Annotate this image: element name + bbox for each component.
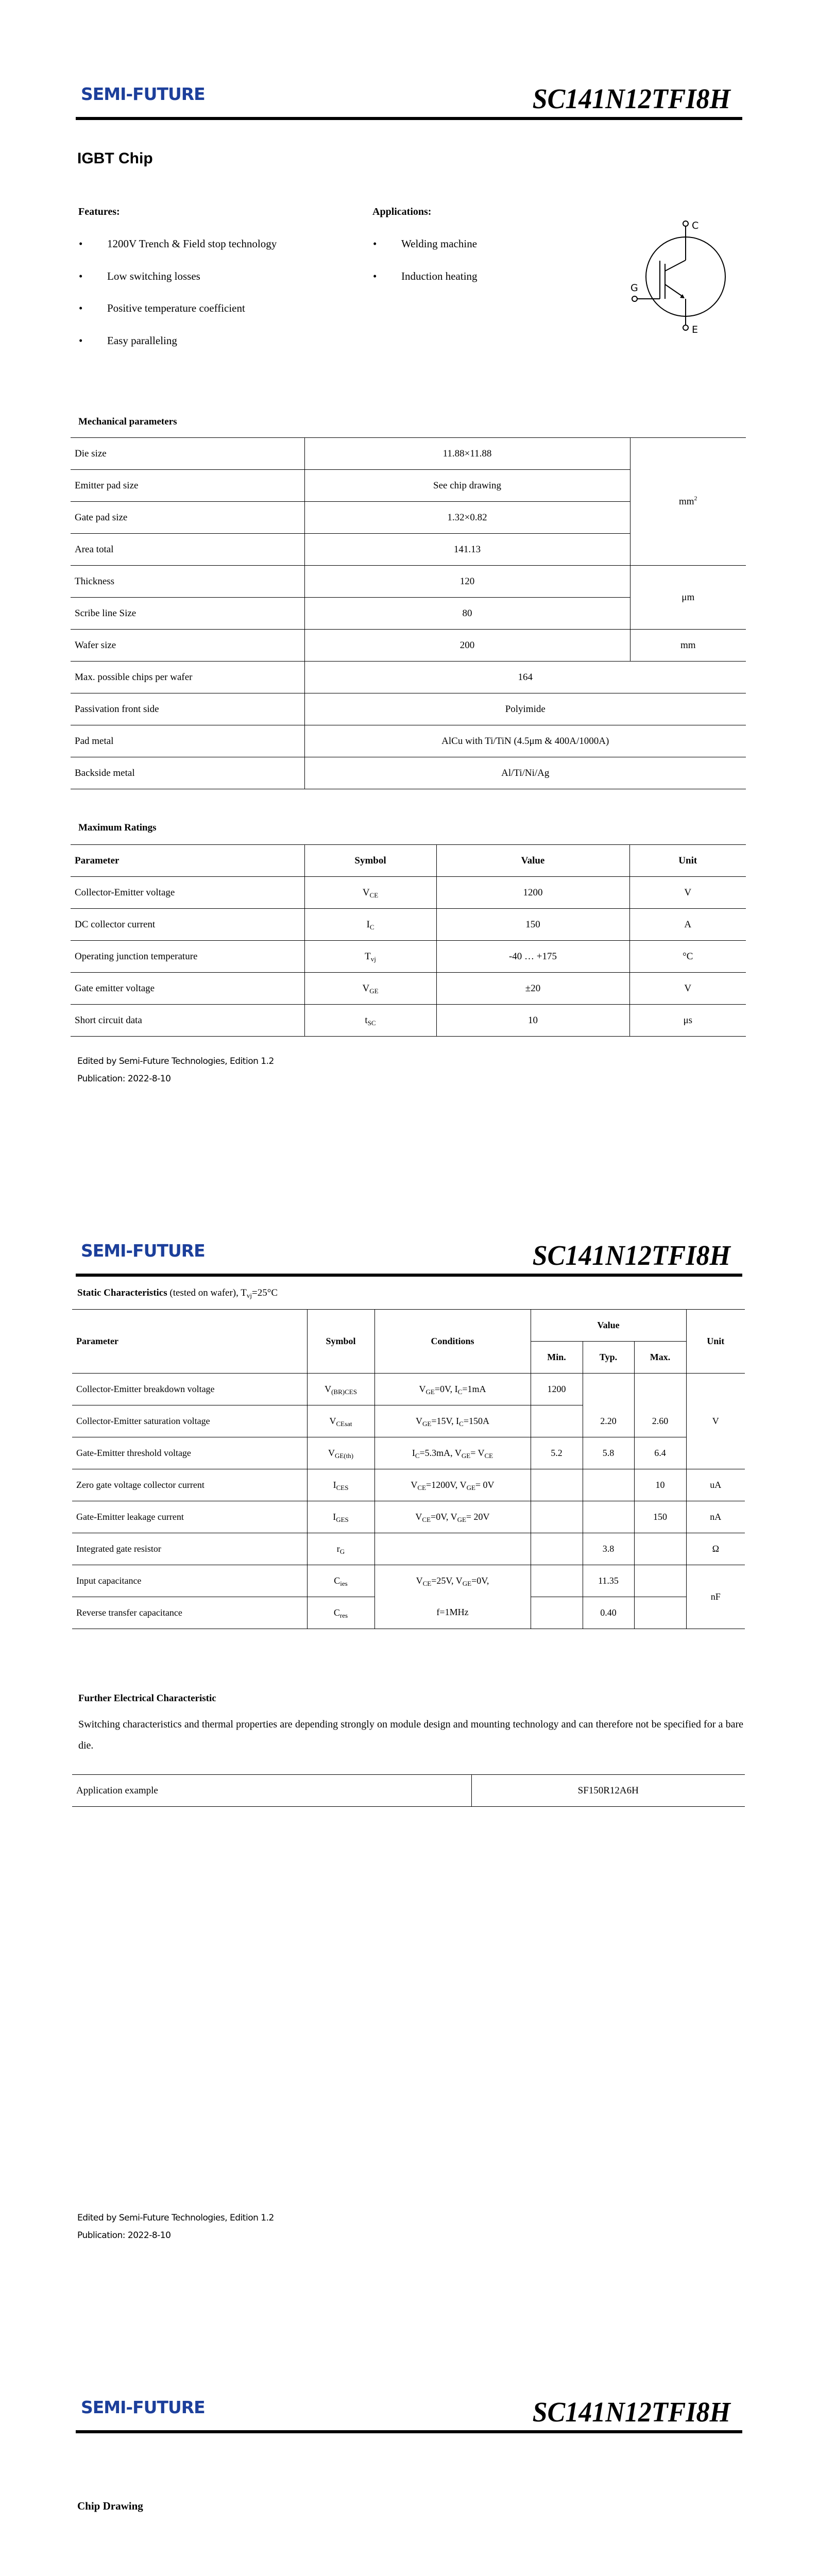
symbol-text: r [336, 1544, 340, 1554]
param-cell: Gate emitter voltage [71, 973, 304, 1005]
param-cell: Gate-Emitter threshold voltage [72, 1437, 307, 1469]
mechanical-table [71, 437, 746, 789]
condition-symbol: I [454, 1384, 458, 1394]
param-cell: Gate pad size [71, 502, 304, 534]
symbol-sub: res [339, 1612, 348, 1619]
collector-label: C [692, 220, 699, 231]
unit-cell: A [629, 909, 746, 941]
table-row [71, 662, 746, 693]
symbol-text: I [366, 919, 370, 930]
unit-cell: μm [630, 566, 746, 630]
bullet-icon: • [79, 270, 83, 282]
condition-text: =1200V, [426, 1480, 460, 1490]
application-table [72, 1774, 745, 1807]
conditions-cell [374, 1501, 531, 1533]
part-number: SC141N12TFI8H [532, 1240, 730, 1272]
list-item [373, 238, 478, 250]
value-cell: 150 [436, 909, 629, 941]
symbol-cell [307, 1501, 374, 1533]
unit-cell: V [629, 877, 746, 909]
symbol-sub: GE(th) [334, 1452, 354, 1460]
further-heading: Further Electrical Characteristic [78, 1693, 216, 1704]
symbol-sub: GES [336, 1516, 349, 1523]
param-cell: Reverse transfer capacitance [72, 1597, 307, 1629]
bullet-icon: • [373, 270, 377, 282]
table-row [71, 566, 746, 598]
column-header: Parameter [71, 845, 304, 877]
condition-symbol: V [454, 1448, 462, 1458]
part-number: SC141N12TFI8H [532, 83, 730, 115]
column-header: Value [436, 845, 629, 877]
conditions-cell [374, 1374, 531, 1405]
static-heading-tail: =25°C [252, 1287, 278, 1298]
value-cell: -40 … +175 [436, 941, 629, 973]
symbol-text: V [329, 1416, 336, 1426]
symbol-text: T [365, 951, 371, 962]
symbol-cell [307, 1437, 374, 1469]
application-text: Welding machine [401, 238, 478, 250]
min-cell [531, 1501, 583, 1533]
static-characteristics-table [72, 1309, 745, 1629]
condition-text: =0V, [431, 1512, 451, 1522]
unit-cell: V [629, 973, 746, 1005]
conditions-cell [374, 1533, 531, 1565]
table-row [71, 909, 746, 941]
list-item [79, 334, 177, 347]
condition-text: = [470, 1448, 478, 1458]
unit-cell: μs [629, 1005, 746, 1037]
condition-text: =15V, [431, 1416, 456, 1426]
param-cell: Thickness [71, 566, 304, 598]
conditions-cell [374, 1405, 531, 1437]
max-cell: 6.4 [634, 1437, 686, 1469]
condition-text: =5.3mA, [419, 1448, 455, 1458]
condition-sub: C [415, 1452, 420, 1460]
table-header-row [71, 845, 746, 877]
value-cell: 80 [304, 598, 630, 630]
param-cell: Collector-Emitter breakdown voltage [72, 1374, 307, 1405]
column-header: Min. [531, 1342, 583, 1374]
condition-sub: CE [422, 1516, 431, 1523]
value-cell: 1200 [436, 877, 629, 909]
param-cell: Wafer size [71, 630, 304, 662]
features-heading: Features: [78, 206, 120, 217]
condition-text: =0V, [471, 1575, 489, 1586]
symbol-sub: GE [369, 987, 379, 995]
symbol-cell [304, 909, 436, 941]
conditions-line [375, 1565, 531, 1597]
unit-cell: °C [629, 941, 746, 973]
param-cell: Max. possible chips per wafer [71, 662, 304, 693]
symbol-cell [307, 1565, 374, 1597]
condition-symbol: V [416, 1575, 423, 1586]
value-cell: 1.32×0.82 [304, 502, 630, 534]
symbol-cell [304, 941, 436, 973]
table-row [71, 973, 746, 1005]
table-row [71, 693, 746, 725]
static-heading [77, 1287, 278, 1299]
max-ratings-table [71, 844, 746, 1037]
footer-edition: Edited by Semi-Future Technologies, Edition 1.2 [77, 1056, 274, 1066]
column-header: Max. [634, 1342, 686, 1374]
symbol-sub: SC [367, 1019, 376, 1027]
condition-text: = 0V [475, 1480, 495, 1490]
feature-text: Positive temperature coefficient [107, 302, 245, 314]
param-cell: Emitter pad size [71, 470, 304, 502]
symbol-sub: CEsat [336, 1420, 352, 1428]
min-cell: 1200 [531, 1374, 583, 1405]
typ-cell: 5.8 [583, 1437, 634, 1469]
param-cell: Input capacitance [72, 1565, 307, 1597]
feature-text: 1200V Trench & Field stop technology [107, 238, 277, 250]
condition-sub: C [459, 1420, 464, 1428]
page-title: IGBT Chip [77, 150, 153, 167]
param-cell: Zero gate voltage collector current [72, 1469, 307, 1501]
condition-text: =25V, [431, 1575, 456, 1586]
condition-symbol: I [456, 1416, 459, 1426]
unit-cell: Ω [686, 1533, 745, 1565]
symbol-text: t [365, 1014, 368, 1026]
symbol-sub: vj [370, 955, 376, 963]
min-cell [531, 1405, 583, 1437]
max-cell [634, 1597, 686, 1629]
unit-cell: V [686, 1374, 745, 1469]
condition-sub: CE [422, 1580, 432, 1587]
symbol-sub: CE [369, 891, 379, 899]
value-cell: 164 [304, 662, 746, 693]
condition-symbol: V [419, 1384, 426, 1394]
param-cell: Short circuit data [71, 1005, 304, 1037]
unit-sup: 2 [694, 494, 697, 502]
symbol-text: I [333, 1480, 336, 1490]
header-rule [76, 1274, 742, 1277]
column-header: Value [531, 1310, 686, 1342]
part-number: SC141N12TFI8H [532, 2397, 730, 2428]
symbol-text: V [325, 1384, 332, 1394]
conditions-line: f=1MHz [436, 1607, 469, 1617]
table-row [71, 941, 746, 973]
value-cell: 10 [436, 1005, 629, 1037]
condition-text: = 20V [466, 1512, 490, 1522]
condition-sub: CE [484, 1452, 493, 1460]
application-label: Application example [72, 1775, 471, 1807]
column-header: Typ. [583, 1342, 634, 1374]
symbol-sub: CES [336, 1484, 349, 1492]
symbol-cell [307, 1469, 374, 1501]
symbol-text: C [334, 1575, 340, 1586]
symbol-text: V [362, 982, 370, 994]
footer-publication: Publication: 2022-8-10 [77, 1074, 171, 1084]
condition-sub: GE [462, 1580, 472, 1587]
footer-edition: Edited by Semi-Future Technologies, Edition 1.2 [77, 2213, 274, 2223]
column-header: Symbol [307, 1310, 374, 1374]
symbol-sub: (BR)CES [331, 1388, 357, 1396]
condition-text: =1mA [462, 1384, 486, 1394]
typ-cell: 3.8 [583, 1533, 634, 1565]
column-header: Parameter [72, 1310, 307, 1374]
condition-text: =150A [463, 1416, 489, 1426]
condition-text: =0V, [434, 1384, 455, 1394]
bullet-icon: • [79, 302, 83, 314]
table-row [71, 1005, 746, 1037]
symbol-sub: C [369, 923, 374, 931]
table-row [72, 1405, 745, 1437]
unit-cell [630, 438, 746, 566]
table-row [72, 1565, 745, 1597]
table-header-row [72, 1310, 745, 1342]
mechanical-heading: Mechanical parameters [78, 416, 177, 427]
condition-sub: GE [422, 1420, 432, 1428]
column-header: Conditions [374, 1310, 531, 1374]
max-ratings-heading: Maximum Ratings [78, 822, 157, 833]
company-logo: SEMI-FUTURE [81, 2397, 205, 2417]
value-cell: Polyimide [304, 693, 746, 725]
table-row [71, 725, 746, 757]
condition-sub: GE [466, 1484, 475, 1492]
condition-symbol: V [450, 1512, 457, 1522]
table-row [72, 1437, 745, 1469]
symbol-text: V [328, 1448, 335, 1458]
value-cell: 141.13 [304, 534, 630, 566]
feature-text: Easy paralleling [107, 334, 177, 347]
param-cell: Scribe line Size [71, 598, 304, 630]
bullet-icon: • [79, 334, 83, 347]
param-cell: Operating junction temperature [71, 941, 304, 973]
param-cell: Backside metal [71, 757, 304, 789]
conditions-cell [374, 1565, 531, 1629]
param-cell: Area total [71, 534, 304, 566]
param-cell: Integrated gate resistor [72, 1533, 307, 1565]
static-heading-sub: vj [246, 1292, 252, 1299]
value-cell: Al/Ti/Ni/Ag [304, 757, 746, 789]
table-row [71, 630, 746, 662]
condition-symbol: V [415, 1512, 422, 1522]
param-cell: Pad metal [71, 725, 304, 757]
column-header: Unit [629, 845, 746, 877]
emitter-label: E [692, 324, 698, 335]
typ-cell [583, 1374, 634, 1405]
header-rule [76, 2430, 742, 2433]
condition-sub: C [457, 1388, 463, 1396]
table-row [71, 877, 746, 909]
symbol-cell [307, 1597, 374, 1629]
symbol-text: V [362, 887, 370, 898]
value-cell: 200 [304, 630, 630, 662]
condition-symbol: V [478, 1448, 485, 1458]
table-row [72, 1775, 745, 1807]
condition-sub: GE [461, 1452, 471, 1460]
symbol-cell [307, 1405, 374, 1437]
company-logo: SEMI-FUTURE [81, 84, 205, 104]
unit-cell: nA [686, 1501, 745, 1533]
footer-publication: Publication: 2022-8-10 [77, 2230, 171, 2241]
symbol-cell [307, 1374, 374, 1405]
column-header: Unit [686, 1310, 745, 1374]
symbol-sub: ies [340, 1580, 348, 1587]
max-cell [634, 1374, 686, 1405]
param-cell: Collector-Emitter voltage [71, 877, 304, 909]
header-rule [76, 117, 742, 120]
max-cell: 2.60 [634, 1405, 686, 1437]
symbol-sub: G [339, 1548, 345, 1555]
further-description: Switching characteristics and thermal properties are depending strongly on module design and mounting technology and can therefore not be specified for a bare die. [78, 1719, 743, 1751]
bullet-icon: • [373, 238, 377, 250]
value-cell: See chip drawing [304, 470, 630, 502]
chip-drawing-heading: Chip Drawing [77, 2500, 143, 2512]
value-cell: AlCu with Ti/TiN (4.5μm & 400A/1000A) [304, 725, 746, 757]
max-cell: 10 [634, 1469, 686, 1501]
param-cell: Collector-Emitter saturation voltage [72, 1405, 307, 1437]
typ-cell [583, 1469, 634, 1501]
applications-heading: Applications: [372, 206, 432, 217]
condition-sub: GE [457, 1516, 466, 1523]
static-heading-bold: Static Characteristics [77, 1287, 167, 1298]
min-cell: 5.2 [531, 1437, 583, 1469]
typ-cell [583, 1501, 634, 1533]
table-row [72, 1374, 745, 1405]
condition-symbol: V [411, 1480, 418, 1490]
typ-cell: 11.35 [583, 1565, 634, 1597]
min-cell [531, 1469, 583, 1501]
condition-symbol: V [415, 1416, 422, 1426]
table-row [72, 1533, 745, 1565]
value-cell: 11.88×11.88 [304, 438, 630, 470]
value-cell: 120 [304, 566, 630, 598]
value-cell: ±20 [436, 973, 629, 1005]
condition-symbol: V [459, 1480, 467, 1490]
max-cell [634, 1565, 686, 1597]
table-row [71, 757, 746, 789]
symbol-text: I [333, 1512, 336, 1522]
table-row [72, 1501, 745, 1533]
typ-cell: 2.20 [583, 1405, 634, 1437]
min-cell [531, 1597, 583, 1629]
feature-text: Low switching losses [107, 270, 200, 282]
param-cell: DC collector current [71, 909, 304, 941]
application-text: Induction heating [401, 270, 478, 282]
list-item [373, 270, 478, 283]
company-logo: SEMI-FUTURE [81, 1241, 205, 1261]
max-cell [634, 1533, 686, 1565]
unit-cell: mm [630, 630, 746, 662]
unit-cell: nF [686, 1565, 745, 1629]
chip-drawing [119, 2564, 711, 2576]
unit-text: mm [678, 496, 694, 507]
list-item [79, 270, 200, 283]
condition-sub: CE [417, 1484, 427, 1492]
column-header: Symbol [304, 845, 436, 877]
conditions-cell [374, 1469, 531, 1501]
symbol-text: C [333, 1607, 340, 1618]
typ-cell: 0.40 [583, 1597, 634, 1629]
list-item [79, 302, 245, 315]
param-cell: Die size [71, 438, 304, 470]
list-item [79, 238, 277, 250]
gate-label: G [630, 282, 638, 294]
symbol-cell [304, 877, 436, 909]
conditions-cell [374, 1437, 531, 1469]
min-cell [531, 1565, 583, 1597]
unit-cell: uA [686, 1469, 745, 1501]
igbt-symbol-icon [608, 201, 752, 345]
table-row [71, 438, 746, 470]
max-cell: 150 [634, 1501, 686, 1533]
symbol-cell [304, 1005, 436, 1037]
bullet-icon: • [79, 238, 83, 250]
condition-symbol: V [455, 1575, 463, 1586]
static-heading-rest: (tested on wafer), T [167, 1287, 247, 1298]
symbol-cell [307, 1533, 374, 1565]
condition-sub: GE [425, 1388, 435, 1396]
table-row [72, 1469, 745, 1501]
min-cell [531, 1533, 583, 1565]
application-value: SF150R12A6H [471, 1775, 745, 1807]
symbol-cell [304, 973, 436, 1005]
param-cell: Passivation front side [71, 693, 304, 725]
condition-symbol: I [412, 1448, 415, 1458]
param-cell: Gate-Emitter leakage current [72, 1501, 307, 1533]
